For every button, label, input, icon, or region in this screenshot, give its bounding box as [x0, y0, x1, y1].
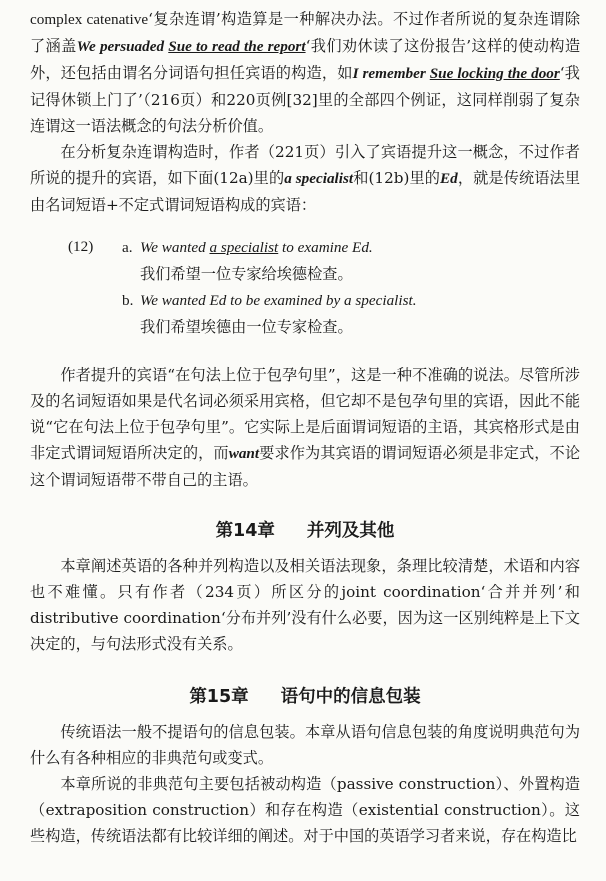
example-text: want	[228, 445, 260, 462]
text: ，就是传统语法里由名词短语+不定式谓词短语构成的宾语：	[30, 169, 581, 214]
chapter-14-paragraph: 本章阐述英语的各种并列构造以及相关语法现象，条理比较清楚，术语和内容也不难懂。只有作者（234页）所区分的joint coordination‘合并并列’和distributive coordination‘分布并列’没有什么必要，因为这一区别纯粹是上下文决定的，与句法形式没有关系。	[30, 557, 580, 653]
text: 和(12b)里的	[353, 169, 441, 187]
example-12a-translation: 我们希望一位专家给埃德检查。	[140, 265, 353, 283]
example-text: Ed	[440, 170, 458, 187]
example-12	[68, 234, 580, 340]
paragraph-object-raising	[30, 139, 580, 218]
chapter-15-paragraph-1: 传统语法一般不提语句的信息包装。本章从语句信息包装的角度说明典范句为什么有各种相应的非典范句或变式。	[30, 723, 580, 767]
example-text: I remember	[352, 65, 430, 82]
chapter-15-heading	[30, 683, 580, 711]
example-letter: b.	[122, 292, 134, 309]
example-12a	[68, 234, 580, 261]
example-text: a specialist	[284, 170, 354, 187]
chapter-number: 第14章	[215, 521, 275, 541]
text: ‘我记得休锁上门了’（216页）和220页例[32]里的全部四个例证，这同样削弱了复杂连谓这一语法概念的句法分析价值。	[30, 64, 580, 135]
text: 作者提升的宾语“在句法上位于包孕句里”，这是一种不准确的说法。尽管所涉及的名词短语如果是代名词必须采用宾格，但它却不是包孕句里的宾语，因此不能说“它在句法上位于包孕句里”。它实际上是后面谓词短语的主语，其宾格形式是由非定式谓词短语所决定的，而	[30, 366, 580, 462]
example-letter: a.	[122, 239, 133, 256]
example-text: to examine Ed.	[278, 239, 373, 256]
example-text: We wanted Ed to be examined by a specialist.	[140, 292, 417, 309]
chapter-15-paragraph-2: 本章所说的非典范句主要包括被动构造（passive construction）、外置构造（extraposition construction）和存在构造（existential construction）。这些构造，传统语法都有比较详细的阐述。对于中国的英语学习者来说，存在构造比	[30, 775, 580, 845]
example-number: (12)	[68, 238, 94, 255]
term-complex-catenative: complex catenative	[30, 11, 149, 28]
example-underlined: a specialist	[209, 239, 279, 256]
paragraph-complex-catenative	[30, 6, 580, 139]
paragraph-raised-object-critique	[30, 362, 580, 493]
example-underlined: Sue locking the door	[429, 65, 560, 82]
example-text: We persuaded	[76, 38, 169, 55]
example-underlined: Sue to read the report	[168, 38, 306, 55]
chapter-number: 第15章	[189, 687, 249, 707]
chapter-14-heading	[30, 517, 580, 545]
text: 在分析复杂连谓构造时，作者（221页）引入了宾语提升这一概念，不过作者所说的提升的宾语，如下面(12a)里的	[30, 143, 580, 187]
chapter-title: 并列及其他	[306, 521, 395, 541]
chapter-title: 语句中的信息包装	[280, 687, 421, 707]
text: ‘我们劝休读了这份报告’这样的使动构造外，还包括由谓名分词语句担任宾语的构造，如	[30, 37, 581, 82]
example-12b-translation: 我们希望埃德由一位专家检查。	[140, 318, 353, 336]
example-text: We wanted	[140, 239, 210, 256]
example-12b	[122, 287, 580, 314]
text: 要求作为其宾语的谓词短语必须是非定式，不论这个谓词短语带不带自己的主语。	[30, 444, 581, 489]
text: ‘复杂连谓’构造算是一种解决办法。不过作者所说的复杂连谓除了涵盖	[30, 10, 581, 55]
spacer	[30, 340, 580, 362]
